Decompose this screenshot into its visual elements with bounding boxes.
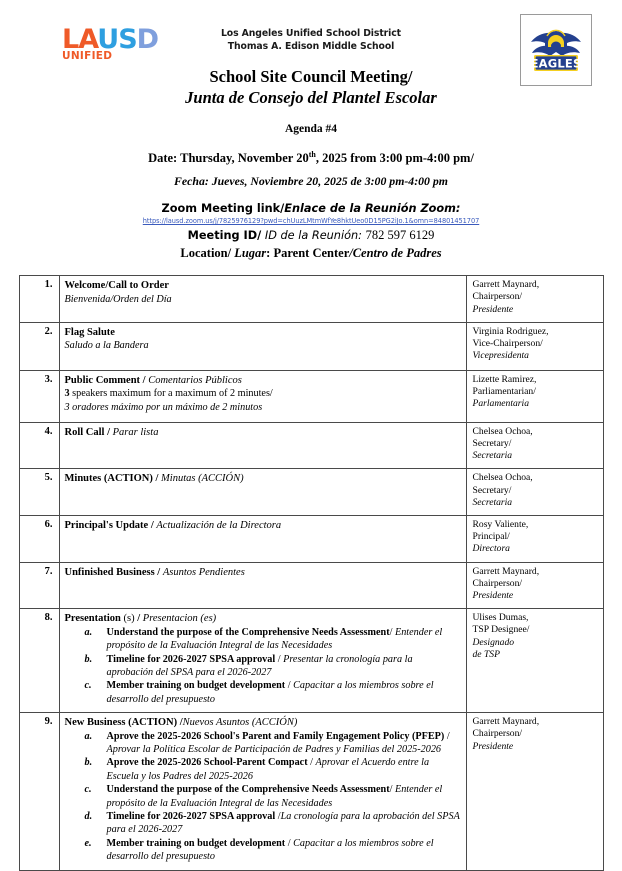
agenda-item-title-en: Welcome/Call to Order: [64, 280, 169, 292]
table-row: [19, 422, 603, 469]
agenda-item-title: [65, 279, 461, 293]
agenda-item-title-es: Nuevos Asuntos (ACCIÓN): [182, 717, 298, 729]
agenda-subitem-es: Aprovar la Política Escolar de Participación de Padres y Familias del 2025-2026: [106, 744, 442, 756]
agenda-item-number: 5.: [19, 469, 59, 516]
agenda-item-responsible: [466, 322, 603, 370]
agenda-item-content: [59, 370, 466, 422]
agenda-item-title: [65, 519, 461, 533]
responsible-line: Secretaria: [472, 450, 513, 462]
agenda-subitem-en: Aprove the 2025-2026 School-Parent Compact: [106, 757, 308, 769]
agenda-subitem-en: Member training on budget development: [106, 680, 286, 692]
agenda-item-title-en: Public Comment: [64, 374, 141, 386]
svg-text:EAGLES: EAGLES: [530, 56, 582, 71]
responsible-line: Ulises Dumas,: [472, 612, 529, 624]
agenda-item-note: 3 speakers maximum for a maximum of 2 minutes/: [64, 388, 273, 400]
agenda-item-number: 8.: [19, 609, 59, 713]
responsible-line: Chairperson/: [472, 728, 523, 740]
agenda-subitem-separator: /: [285, 837, 294, 849]
agenda-item-title-separator: /: [177, 717, 183, 729]
agenda-subitem: [85, 626, 461, 653]
agenda-item-title-en: Principal's Update: [64, 519, 149, 531]
responsible-line: TSP Designee/: [472, 624, 530, 636]
agenda-item-title-en: Minutes (ACTION): [64, 473, 153, 485]
eagles-crest-icon: [527, 22, 585, 78]
agenda-item-title-en: Presentation: [64, 613, 121, 625]
responsible-line: Garrett Maynard,: [472, 279, 540, 291]
agenda-item-content: [59, 322, 466, 370]
agenda-item-responsible: [466, 469, 603, 516]
agenda-subitem: [85, 810, 461, 837]
agenda-item-content: [59, 562, 466, 609]
agenda-number: Agenda #4: [284, 123, 338, 135]
agenda-item-title: [65, 472, 461, 486]
agenda-subitem-en: Understand the purpose of the Comprehensive Needs Assessment: [106, 784, 390, 796]
agenda-item-note: 3 oradores máximo por un máximo de 2 minutos: [64, 401, 263, 413]
agenda-subitem-separator: /: [275, 653, 284, 665]
agenda-item-number: 1.: [19, 276, 59, 323]
zoom-link-label: [0, 202, 622, 215]
agenda-subitem-en: Aprove the 2025-2026 School's Parent and Family Engagement Policy (PFEP): [106, 730, 445, 742]
responsible-line: Presidente: [472, 303, 514, 315]
responsible-line: Parliamentarian/: [472, 385, 536, 397]
agenda-item-content: [59, 422, 466, 469]
agenda-subitem-separator: /: [389, 784, 395, 796]
responsible-line: Garrett Maynard,: [472, 565, 540, 577]
responsible-line: Vicepresidenta: [472, 350, 529, 362]
agenda-subitem-separator: /: [275, 811, 281, 823]
agenda-item-title: [65, 426, 461, 440]
responsible-line: Principal/: [472, 531, 510, 543]
agenda-subitem-es: Capacitar a los miembros sobre el desarrollo del presupuesto: [106, 680, 434, 705]
document-header: [0, 0, 622, 71]
agenda-item-content: [59, 469, 466, 516]
agenda-item-title: [65, 326, 461, 340]
responsible-line: Presidente: [472, 590, 514, 601]
responsible-line: Chairperson/: [472, 291, 523, 303]
responsible-line: Presidente: [472, 740, 514, 752]
responsible-line: Chairperson/: [472, 577, 523, 589]
agenda-item-content: [59, 609, 466, 713]
table-row: [19, 370, 603, 422]
agenda-item-title-es: Comentarios Públicos: [148, 374, 242, 386]
agenda-item-title: [65, 374, 461, 388]
meeting-id-value: 782 597 6129: [365, 228, 435, 243]
agenda-item-content: [59, 276, 466, 323]
agenda-item-title: [65, 716, 461, 730]
agenda-item-title-separator: /: [152, 473, 162, 485]
agenda-item-responsible: [466, 713, 603, 871]
agenda-subitem-en: Understand the purpose of the Comprehensive Needs Assessment: [106, 626, 390, 638]
zoom-link-label-en: Zoom Meeting link/: [161, 202, 285, 216]
agenda-subitem-en: Timeline for 2026-2027 SPSA approval: [106, 811, 276, 823]
table-row: [19, 276, 603, 323]
agenda-subitem-separator: /: [285, 680, 294, 692]
district-name: Los Angeles Unified School District: [220, 28, 402, 39]
agenda-subitem-separator: /: [444, 730, 450, 742]
meeting-date-english: [0, 150, 622, 166]
agenda-subitem-en: Timeline for 2026-2027 SPSA approval: [106, 653, 276, 665]
page-title-english: School Site Council Meeting/: [209, 67, 413, 86]
location-value-en: Parent Center: [273, 246, 350, 261]
agenda-item-title-es: Minutas (ACCIÓN): [161, 473, 244, 485]
agenda-item-responsible: [466, 370, 603, 422]
meeting-date-ordinal: th: [308, 150, 316, 159]
agenda-item-title-en: Roll Call: [64, 426, 105, 438]
lausd-logo-unified: UNIFIED: [62, 50, 113, 62]
responsible-line: Rosy Valiente,: [472, 518, 529, 530]
table-row: [19, 609, 603, 713]
responsible-line: Chelsea Ochoa,: [472, 472, 533, 484]
location-separator: :: [266, 246, 274, 261]
table-row: [19, 469, 603, 516]
zoom-link-label-es: Enlace de la Reunión Zoom:: [284, 202, 461, 216]
agenda-subitem-es: La cronología para la aprobación del SPSA para el 2026-2027: [106, 811, 460, 836]
responsible-line: Chelsea Ochoa,: [472, 425, 533, 437]
agenda-subitem-es: Entender el propósito de la Evaluación Integral de las Necesidades: [106, 626, 443, 652]
agenda-item-number: 4.: [19, 422, 59, 469]
agenda-item-title-es: Asuntos Pendientes: [162, 566, 245, 578]
agenda-subitem-en: Member training on budget development: [106, 837, 286, 849]
agenda-subitem-es: Presentar la cronología para la aprobación del SPSA para el 2026-2027: [106, 653, 413, 678]
agenda-subitem-separator: /: [389, 626, 395, 638]
responsible-line: Secretary/: [472, 484, 512, 496]
lausd-logo-la: LA: [62, 24, 98, 55]
responsible-line: Parlamentaria: [472, 398, 529, 410]
agenda-item-title: [65, 566, 461, 580]
agenda-item-number: 3.: [19, 370, 59, 422]
responsible-line: Directora: [472, 543, 510, 555]
agenda-item-title-en: Flag Salute: [64, 326, 115, 338]
meeting-date-prefix: Date: Thursday, November 20: [148, 151, 309, 166]
responsible-line: Secretary/: [472, 437, 512, 449]
lausd-logo-d: D: [136, 24, 159, 55]
agenda-table: [19, 275, 604, 871]
agenda-subitem-es: Entender el propósito de la Evaluación Integral de las Necesidades: [106, 784, 443, 809]
agenda-subitem-list: [65, 626, 461, 706]
meeting-id-label-en: Meeting ID/: [187, 229, 262, 243]
agenda-item-title-separator: /: [140, 374, 149, 386]
agenda-item-title-es: Bienvenida/Orden del Día: [64, 293, 172, 305]
agenda-item-number: 7.: [19, 562, 59, 609]
responsible-line: Secretaria: [472, 496, 513, 508]
school-crest: [520, 14, 592, 86]
agenda-subitem: [85, 837, 461, 864]
location-label-es: Lugar: [231, 246, 267, 261]
meeting-date-spanish: Fecha: Jueves, Noviembre 20, 2025 de 3:00 pm-4:00 pm: [174, 174, 448, 189]
table-row: [19, 322, 603, 370]
agenda-subitem: [85, 679, 461, 706]
table-row: [19, 713, 603, 871]
agenda-item-title-separator: /: [134, 613, 143, 625]
agenda-item-title-es: Parar lista: [112, 426, 159, 438]
responsible-line: Lizette Ramirez,: [472, 373, 537, 385]
agenda-item-title-es: Actualización de la Directora: [156, 519, 282, 531]
agenda-item-responsible: [466, 515, 603, 562]
agenda-subitem: [85, 653, 461, 680]
agenda-item-title-separator: /: [154, 566, 163, 578]
meeting-date-suffix: , 2025 from 3:00 pm-4:00 pm/: [315, 151, 474, 166]
agenda-item-content: [59, 515, 466, 562]
location-value-es: /Centro de Padres: [349, 246, 442, 261]
agenda-item-title-separator: /: [104, 426, 113, 438]
agenda-item-number: 2.: [19, 322, 59, 370]
agenda-item-responsible: [466, 609, 603, 713]
meeting-id-line: [0, 228, 622, 243]
agenda-subitem: [85, 730, 461, 757]
table-row: [19, 515, 603, 562]
responsible-line: Vice-Chairperson/: [472, 337, 543, 349]
school-name: Thomas A. Edison Middle School: [227, 41, 395, 52]
agenda-item-number: 6.: [19, 515, 59, 562]
responsible-line: de TSP: [472, 648, 500, 660]
agenda-subitem-es: Capacitar a los miembros sobre el desarrollo del presupuesto: [106, 837, 434, 863]
zoom-meeting-link[interactable]: https://lausd.zoom.us/j/7825976129?pwd=chUuzLMtmWfYe8hktUeo0D15PG2iJo.1&omn=84801451707: [142, 217, 480, 226]
location-line: [0, 246, 622, 261]
agenda-item-number: 9.: [19, 713, 59, 871]
agenda-table-body: [19, 276, 603, 871]
agenda-subitem: [85, 783, 461, 810]
agenda-item-title-es: Saludo a la Bandera: [64, 340, 149, 352]
agenda-item-title: [65, 612, 461, 626]
table-row: [19, 562, 603, 609]
agenda-item-title-en: Unfinished Business: [64, 566, 155, 578]
agenda-item-responsible: [466, 422, 603, 469]
location-label-en: Location/: [180, 246, 232, 261]
meeting-id-label-es: ID de la Reunión:: [261, 229, 366, 243]
agenda-item-content: [59, 713, 466, 871]
lausd-logo-us: US: [97, 24, 137, 55]
agenda-item-title-separator: /: [148, 519, 157, 531]
agenda-subitem-list: [65, 730, 461, 864]
responsible-line: Garrett Maynard,: [472, 716, 540, 728]
agenda-subitem-es: Aprovar el Acuerdo entre la Escuela y los Padres del 2025-2026: [106, 757, 430, 782]
page-title-spanish: Junta de Consejo del Plantel Escolar: [185, 88, 437, 107]
agenda-item-title-tail: (s): [120, 613, 135, 625]
agenda-item-responsible: [466, 562, 603, 609]
responsible-line: Designado: [472, 636, 515, 648]
agenda-item-responsible: [466, 276, 603, 323]
agenda-subitem-separator: /: [307, 757, 316, 769]
agenda-item-title-es: Presentacion (es): [142, 613, 217, 625]
responsible-line: Virginia Rodriguez,: [472, 325, 549, 337]
agenda-subitem: [85, 756, 461, 783]
agenda-item-title-en: New Business (ACTION): [64, 717, 178, 729]
